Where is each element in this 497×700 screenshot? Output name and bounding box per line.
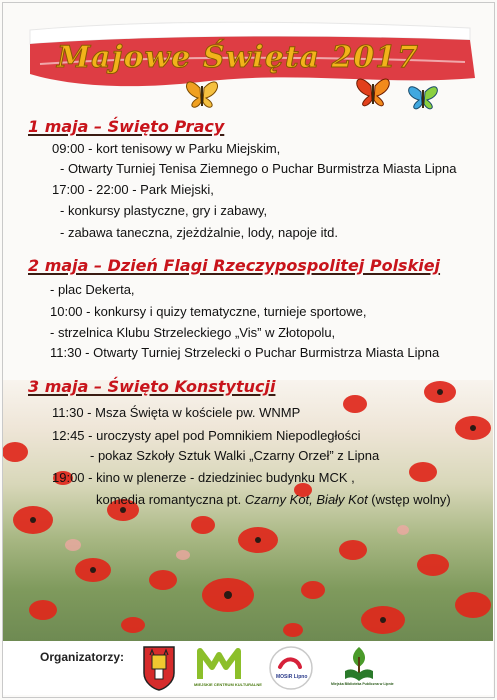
event-line: 11:30 - Msza Święta w kościele pw. WNMP	[52, 405, 301, 420]
heading-may-2: 2 maja – Dzień Flagi Rzeczypospolitej Polskiej	[28, 256, 441, 275]
film-suffix: (wstęp wolny)	[367, 492, 451, 507]
mck-logo-text: MIEJSKIE CENTRUM KULTURALNE	[194, 682, 262, 687]
event-line: 10:00 - konkursy i quizy tematyczne, turnieje sportowe,	[50, 304, 367, 319]
heading-may-3: 3 maja – Święto Konstytucji	[28, 377, 276, 396]
event-line: 19:00 - kino w plenerze - dziedziniec budynku MCK ,	[52, 470, 355, 485]
event-line: - plac Dekerta,	[50, 282, 135, 297]
event-line: 17:00 - 22:00 - Park Miejski,	[52, 182, 214, 197]
organizers-label: Organizatorzy:	[40, 650, 125, 664]
poster-frame	[2, 2, 495, 698]
event-line: - pokaz Szkoły Sztuk Walki „Czarny Orzeł” z Lipna	[90, 448, 380, 463]
event-line: 11:30 - Otwarty Turniej Strzelecki o Puchar Burmistrza Miasta Lipna	[50, 345, 440, 360]
poster-title: Majowe Święta 2017	[56, 40, 420, 75]
event-line: - strzelnica Klubu Strzeleckiego „Vis” w Złotopolu,	[50, 325, 336, 340]
film-title: Czarny Kot, Biały Kot	[244, 492, 368, 507]
event-line: 12:45 - uroczysty apel pod Pomnikiem Niepodległości	[52, 428, 361, 443]
event-line: 09:00 - kort tenisowy w Parku Miejskim,	[52, 141, 281, 156]
event-line: - Otwarty Turniej Tenisa Ziemnego o Puchar Burmistrza Miasta Lipna	[60, 161, 457, 176]
mosir-logo-text: MOSiR Lipno	[276, 674, 308, 680]
event-line: - zabawa taneczna, zjeżdżalnie, lody, napoje itd.	[60, 225, 338, 240]
heading-may-1: 1 maja – Święto Pracy	[28, 117, 225, 136]
film-prefix: komedia romantyczna pt.	[96, 492, 245, 507]
event-line: - konkursy plastyczne, gry i zabawy,	[60, 203, 268, 218]
library-logo-text: Miejska Biblioteka Publiczna w Lipnie	[331, 682, 394, 686]
